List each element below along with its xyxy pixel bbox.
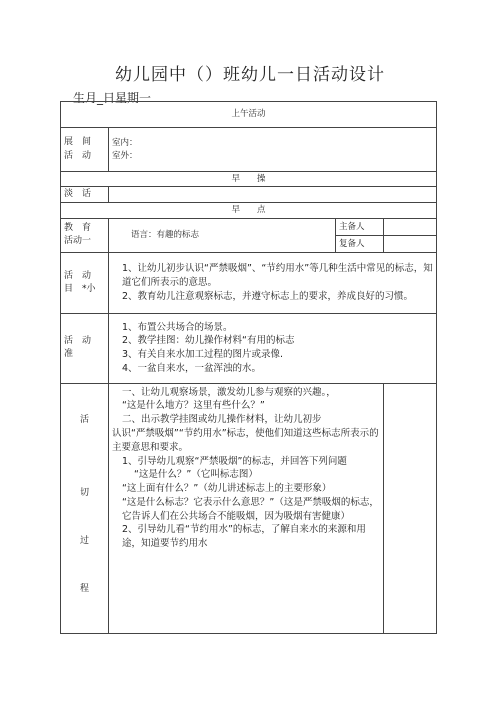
- display-cell: [109, 128, 437, 172]
- section-snack: 早 点: [61, 203, 437, 218]
- process-line: “这是什么地方？这里有些什么？”: [122, 400, 265, 412]
- page-title: 幼儿园中（）班幼儿一日活动设计: [115, 65, 385, 85]
- process-line: 二、出示教学挂图或幼儿操作材料，让幼儿初步: [122, 414, 322, 426]
- label-process: 活 切 过 程: [61, 383, 109, 633]
- label-talk: 淡 话: [61, 187, 109, 203]
- process-line: 2、引导幼儿看“节约用水”的标志，了解自来水的来源和用途，知道要节约用水: [122, 524, 366, 550]
- outdoor-text: 室外：: [112, 150, 138, 161]
- prep-item: 2、教学挂图：幼儿操作材料“有用的标志: [122, 335, 295, 347]
- co-prep-value: [384, 235, 437, 252]
- goal-item: 1、让幼儿初步认识“严禁吸烟”、“节约用水”等几种生活中常见的标志，知道它们所表示的意思。: [122, 263, 433, 288]
- label-edu: 教 育 活动一: [61, 218, 109, 252]
- prep-item: 1、布置公共场合的场景。: [122, 321, 233, 333]
- process-line: “这是什么标志？它表示什么意思？”（这是严禁吸烟的标志，它告诉人们在公共场合不能吸烟，因为吸烟有害健康）: [122, 496, 379, 522]
- prep-item: 4、一盆自来水，一盆浑浊的水。: [122, 362, 262, 374]
- prep-item: 3、有关自来水加工过程的图片或录像.: [122, 349, 284, 361]
- activity-table: [60, 101, 437, 634]
- goals-cell: [109, 252, 437, 313]
- process-line: 1、引导幼儿观察“严禁吸烟”的标志，并回答下列问题: [122, 455, 347, 467]
- process-line: “这是什么？”（它叫标志图）: [134, 469, 258, 481]
- prep-cell: [109, 313, 437, 383]
- indoor-text: 室内：: [112, 138, 138, 149]
- process-line: “这上面有什么？”（幼儿讲述标志上的主要形象）: [122, 483, 332, 495]
- goal-item: 2、教育幼儿注意观察标志，并遵守标志上的要求，养成良好的习惯。: [122, 290, 414, 302]
- section-exercise: 早 操: [61, 172, 437, 187]
- label-goals: 活 动 目 *小: [61, 252, 109, 313]
- process-cell: [109, 383, 384, 633]
- section-morning: 上午活动: [61, 102, 437, 128]
- label-display: 展 间 活 动: [61, 128, 109, 172]
- co-prep-label: 复备人: [336, 235, 384, 252]
- process-line: 认识“严禁吸烟”“节约用水”标志，使他们知道这些标志所表示的主要意思和要求。: [112, 427, 379, 453]
- process-line: 一、让幼儿观察场景，激发幼儿参与观察的兴趣。，: [122, 386, 336, 398]
- label-prep: 活 动 准: [61, 313, 109, 383]
- activity-name: 语言：有趣的标志: [109, 218, 336, 252]
- date-line: 生月_日星期一: [73, 91, 152, 105]
- talk-cell: [109, 187, 437, 203]
- lead-prep-value: [384, 218, 437, 235]
- lead-prep-label: 主备人: [336, 218, 384, 235]
- process-blank: [384, 383, 437, 633]
